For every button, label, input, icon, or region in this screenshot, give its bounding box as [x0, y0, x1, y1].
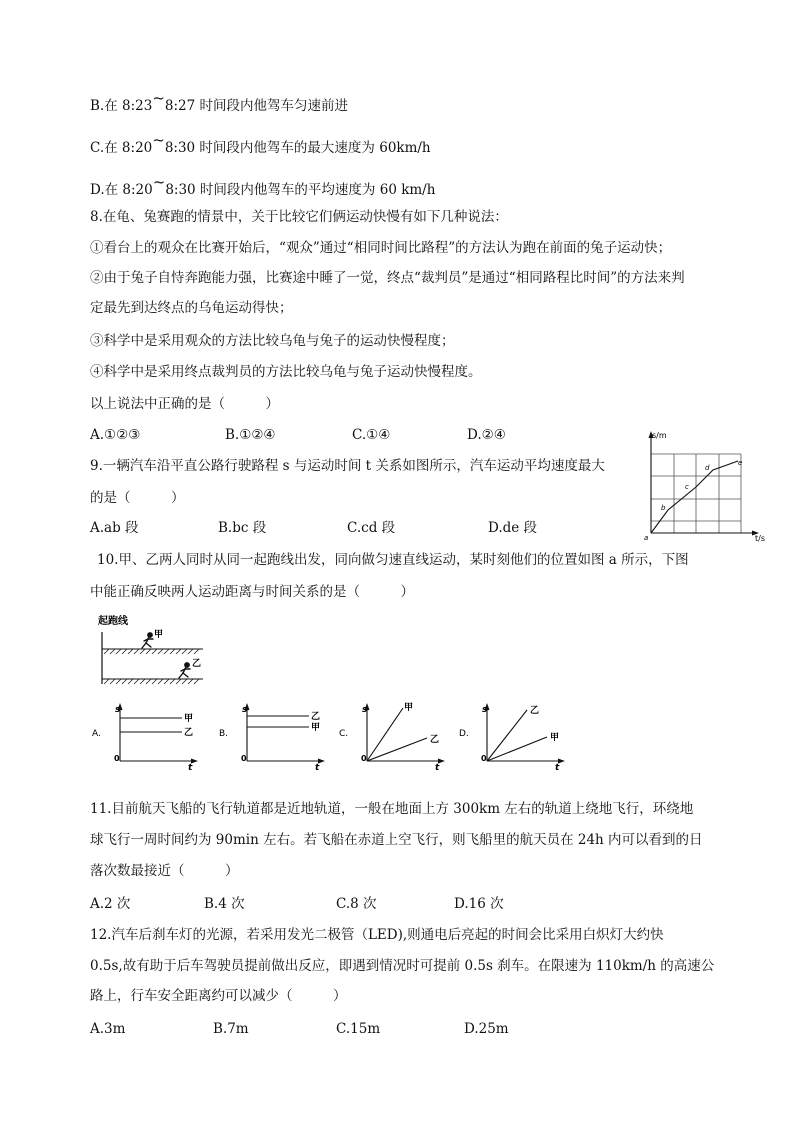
q9-point-b: b	[661, 504, 666, 512]
q12-stem-2: 0.5s,故有助于后车驾驶员提前做出反应，即遇到情况时可提前 0.5s 刹车。在限速为 110km/h 的高速公	[90, 958, 715, 974]
q8-question: 以上说法中正确的是（ ）	[90, 396, 279, 412]
q9-grid	[651, 454, 741, 533]
q10-graph-b-t-label: t	[315, 763, 320, 772]
q9-option-b[interactable]: B.bc 段	[218, 520, 267, 536]
q11-stem-3: 落次数最接近（ ）	[90, 863, 239, 879]
q8-option-a[interactable]: A.①②③	[90, 427, 141, 443]
q10-graph-c-t-label: t	[435, 763, 440, 772]
q10-graph-d-option[interactable]: D.	[459, 729, 469, 739]
q9-x-label: t/s	[755, 534, 765, 543]
q10-graph-d-top-label: 乙	[530, 706, 540, 716]
q10-graph-a-top-label: 甲	[184, 714, 194, 724]
q10-graph-c-origin: 0	[361, 754, 367, 763]
q10-graph-b-origin: 0	[241, 754, 247, 763]
q10-graph-c-top-label: 甲	[404, 703, 414, 713]
q9-point-a: a	[644, 534, 649, 542]
q12-options	[90, 1019, 520, 1039]
q9-option-a[interactable]: A.ab 段	[90, 520, 139, 536]
start-line-label: 起跑线	[98, 616, 128, 627]
runner-yi-label: 乙	[192, 659, 202, 669]
q8-statement-1: ①看台上的观众在比赛开始后，“观众”通过“相同时间比路程”的方法认为跑在前面的兔子运动快；	[90, 240, 672, 256]
q9-point-e: e	[738, 459, 743, 467]
q8-options	[90, 425, 590, 445]
track-bottom-hatch	[104, 679, 199, 684]
q10-graph-b-bottom-label: 甲	[311, 723, 321, 733]
q9-options	[90, 518, 550, 538]
q9-y-label: s/m	[652, 431, 667, 440]
q10-graph-c-option[interactable]: C.	[339, 729, 349, 739]
q11-stem-2: 球飞行一周时间约为 90min 左右。若飞船在赤道上空飞行，则飞船里的航天员在 24h 内可以看到的日	[90, 832, 703, 848]
q10-graph-c	[337, 700, 452, 772]
q11-stem-1: 11.目前航天飞船的飞行轨道都是近地轨道，一般在地面上方 300km 左右的轨道上绕地飞行，环绕地	[90, 801, 694, 817]
q10-graph-b-option[interactable]: B.	[219, 729, 229, 739]
q11-option-d[interactable]: D.16 次	[454, 896, 504, 912]
q9-st-graph	[638, 428, 770, 543]
q12-option-d[interactable]: D.25m	[464, 1021, 509, 1037]
q10-graph-c-s-label: s	[362, 705, 368, 715]
runner-yi-icon	[179, 663, 190, 678]
q12-option-c[interactable]: C.15m	[336, 1021, 381, 1037]
q9-graph-line	[651, 461, 738, 533]
q9-option-c[interactable]: C.cd 段	[347, 520, 396, 536]
q10-graph-a-bottom-label: 乙	[184, 728, 194, 738]
q7-option-b: B.在 8:23~8:27 时间段内他驾车匀速前进	[90, 89, 349, 114]
q7-option-d: D.在 8:20~8:30 时间段内他驾车的平均速度为 60 km/h	[90, 173, 436, 198]
q10-stem-cont: 中能正确反映两人运动距离与时间关系的是（ ）	[90, 584, 414, 600]
q10-graph-a	[90, 700, 205, 772]
q8-statement-4: ④科学中是采用终点裁判员的方法比较乌龟与兔子运动快慢程度。	[90, 364, 482, 380]
q12-option-a[interactable]: A.3m	[90, 1021, 126, 1037]
q12-stem-3: 路上，行车安全距离约可以减少（ ）	[90, 988, 347, 1004]
q8-statement-2: ②由于兔子自恃奔跑能力强，比赛途中睡了一觉，终点“裁判员”是通过“相同路程比时间”的方法来判	[90, 270, 685, 286]
q9-point-c: c	[685, 483, 689, 491]
q10-graph-a-t-label: t	[188, 763, 193, 772]
q11-options	[90, 894, 560, 914]
q10-graph-c-line-yi	[367, 738, 427, 761]
q10-graph-a-origin: 0	[114, 754, 120, 763]
q10-start-line-figure	[95, 610, 210, 690]
q10-graph-c-bottom-label: 乙	[430, 735, 440, 745]
runner-jia-icon	[142, 633, 153, 648]
q8-option-b[interactable]: B.①②④	[225, 427, 276, 443]
q11-option-c[interactable]: C.8 次	[336, 896, 377, 912]
q8-stem: 8.在龟、兔赛跑的情景中，关于比较它们俩运动快慢有如下几种说法：	[90, 209, 508, 225]
track-top-hatch	[104, 649, 199, 654]
q9-point-d: d	[705, 464, 710, 472]
q11-option-b[interactable]: B.4 次	[204, 896, 245, 912]
q10-graph-b-top-label: 乙	[311, 712, 321, 722]
q11-option-a[interactable]: A.2 次	[90, 896, 131, 912]
q8-option-d[interactable]: D.②④	[467, 427, 506, 443]
q8-statement-3: ③科学中是采用观众的方法比较乌龟与兔子的运动快慢程度；	[90, 333, 455, 349]
q10-graph-d-origin: 0	[481, 754, 487, 763]
q10-graph-a-s-label: s	[115, 705, 121, 715]
q7-option-c: C.在 8:20~8:30 时间段内他驾车的最大速度为 60km/h	[90, 131, 431, 156]
q12-option-b[interactable]: B.7m	[213, 1021, 249, 1037]
q9-option-d[interactable]: D.de 段	[488, 520, 538, 536]
q10-graph-d	[457, 700, 572, 772]
q8-option-c[interactable]: C.①④	[352, 427, 391, 443]
q10-graph-d-bottom-label: 甲	[550, 733, 560, 743]
q12-stem-1: 12.汽车后刹车灯的光源，若采用发光二极管（LED),则通电后亮起的时间会比采用白炽灯大约快	[90, 927, 664, 943]
q9-stem-cont: 的是（ ）	[90, 490, 185, 506]
q10-graph-d-s-label: s	[482, 705, 488, 715]
runner-jia-label: 甲	[154, 630, 164, 640]
q8-statement-2-cont: 定最先到达终点的乌龟运动得快；	[90, 300, 293, 316]
q10-graph-c-line-jia	[367, 708, 403, 761]
q9-stem: 9.一辆汽车沿平直公路行驶路程 s 与运动时间 t 关系如图所示，汽车运动平均速度最大	[90, 458, 605, 474]
q10-graph-b	[217, 700, 332, 772]
q10-graph-b-s-label: s	[242, 705, 248, 715]
q10-stem: 10.甲、乙两人同时从同一起跑线出发，同向做匀速直线运动，某时刻他们的位置如图 a 所示，下图	[97, 552, 689, 568]
q10-graph-d-t-label: t	[555, 763, 560, 772]
q10-graph-a-option[interactable]: A.	[92, 729, 101, 739]
